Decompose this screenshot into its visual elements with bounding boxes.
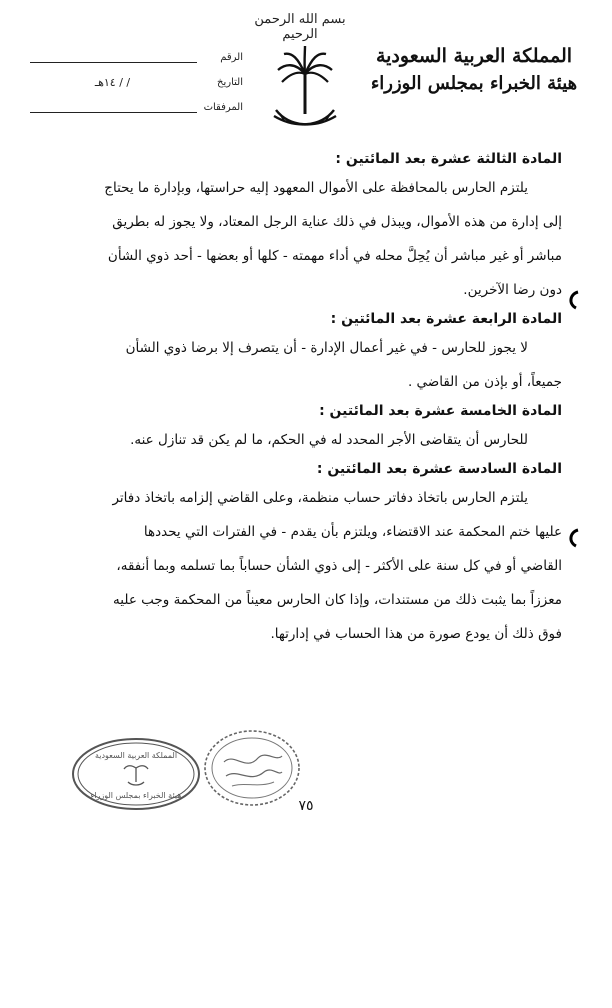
ref-number-label: الرقم <box>220 52 243 63</box>
date-value: / / ١٤هـ <box>94 76 131 89</box>
ref-number-line <box>30 62 197 63</box>
document-body <box>30 147 562 651</box>
text-line: إلى إدارة من هذه الأموال، ويبذل في ذلك عناية الرجل المعتاد، ولا يجوز له بطريق <box>112 214 562 230</box>
text-line: مباشر أو غير مباشر أن يُحِلَّ محله في أداء مهمته - كلها أو بعضها - أحد ذوي الشأن <box>107 248 562 264</box>
article-213-text <box>30 171 562 307</box>
text-line: معززاً بما يثبت ذلك من مستندات، وإذا كان الحارس معيناً من المحكمة وجب عليه <box>113 592 562 608</box>
article-215-heading: المادة الخامسة عشرة بعد المائتين : <box>319 403 562 419</box>
text-line: لا يجوز للحارس - في غير أعمال الإدارة - أن يتصرف إلا برضا ذوي الشأن <box>125 340 528 356</box>
article-216-heading: المادة السادسة عشرة بعد المائتين : <box>316 461 562 477</box>
attachments-line <box>30 112 197 113</box>
article-215-text <box>30 423 562 457</box>
svg-text:هيئة الخبراء بمجلس الوزراء: هيئة الخبراء بمجلس الوزراء <box>90 791 182 800</box>
reference-block <box>28 50 243 125</box>
date-label: التاريخ <box>217 77 243 88</box>
text-line: يلتزم الحارس بالمحافظة على الأموال المعهود إليه حراستها، وبإدارة ما يحتاج <box>104 180 528 196</box>
page-number: ٧٥ <box>298 798 314 814</box>
attachments-label: المرفقات <box>203 102 243 113</box>
date-row <box>28 75 243 100</box>
text-line: عليها ختم المحكمة عند الاقتضاء، ويلتزم بأن يقدم - في الفترات التي يحددها <box>143 524 562 540</box>
text-line: يلتزم الحارس باتخاذ دفاتر حساب منظمة، وعلى القاضي إلزامه باتخاذ دفاتر <box>112 490 528 506</box>
text-line: جميعاً، أو بإذن من القاضي . <box>407 374 562 390</box>
basmala: بسم الله الرحمن الرحيم <box>254 12 346 42</box>
signature-seal-right <box>202 728 302 808</box>
article-216-text <box>30 481 562 651</box>
org-line-2: هيئة الخبراء بمجلس الوزراء <box>370 73 578 94</box>
text-line: للحارس أن يتقاضى الأجر المحدد له في الحكم، ما لم يكن قد تنازل عنه. <box>130 432 528 448</box>
article-214-text <box>30 331 562 399</box>
organization-name <box>354 42 594 98</box>
ref-number-row <box>28 50 243 75</box>
article-213-heading: المادة الثالثة عشرة بعد المائتين : <box>335 151 562 167</box>
margin-mark-icon <box>566 290 582 310</box>
margin-mark-icon <box>566 528 582 548</box>
official-stamp-left <box>70 736 202 812</box>
text-line: القاضي أو في كل سنة على الأكثر - إلى ذوي الشأن حساباً بما تسلمه وبما أنفقه، <box>116 558 562 574</box>
text-line: فوق ذلك أن يودع صورة من هذا الحساب في إدارتها. <box>270 626 562 642</box>
text-line: دون رضا الآخرين. <box>463 282 562 298</box>
article-214-heading: المادة الرابعة عشرة بعد المائتين : <box>330 311 562 327</box>
org-line-1: المملكة العربية السعودية <box>375 45 573 67</box>
attachments-row <box>28 100 243 125</box>
emblem-icon <box>270 44 340 134</box>
svg-text:المملكة العربية السعودية: المملكة العربية السعودية <box>94 751 178 760</box>
